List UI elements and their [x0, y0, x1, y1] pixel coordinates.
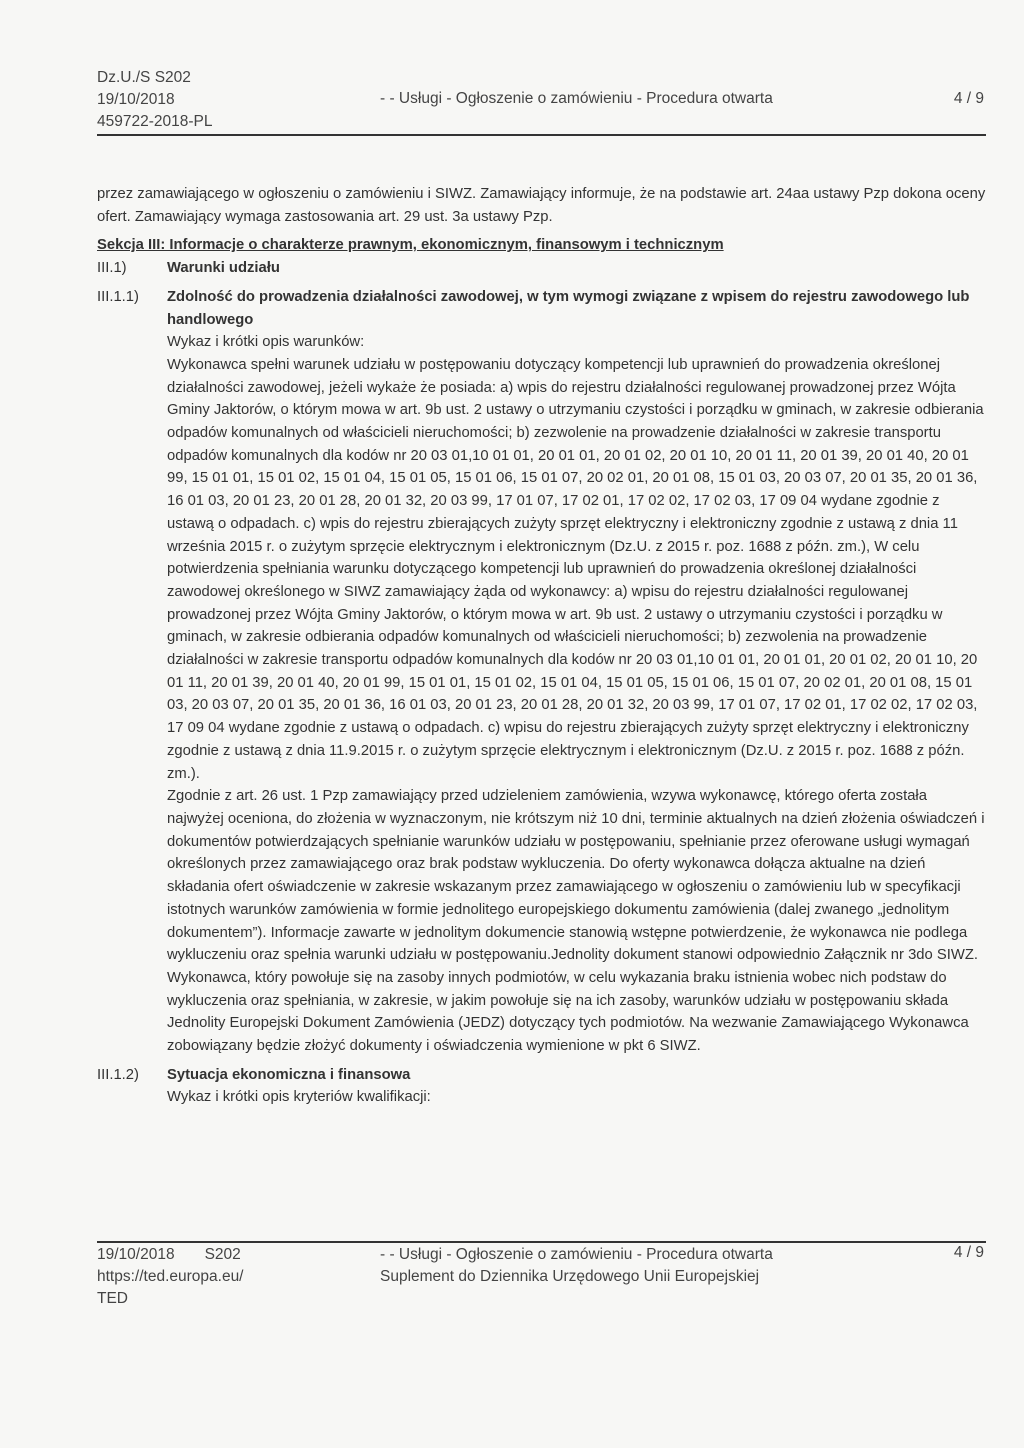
document-body — [97, 183, 986, 1109]
subsection-iii-1-2 — [97, 1064, 986, 1109]
subsection-title: Zdolność do prowadzenia działalności zawodowej, w tym wymogi związane z wpisem do rejestru zawodowego lub handlowego — [167, 288, 970, 328]
header-title: - - Usługi - Ogłoszenie o zamówieniu - Procedura otwarta — [380, 90, 773, 107]
header-meta — [97, 67, 213, 133]
header-date: 19/10/2018 — [97, 91, 175, 108]
subsection-title: Sytuacja ekonomiczna i finansowa — [167, 1066, 411, 1083]
subsection-title: Warunki udziału — [167, 260, 280, 277]
footer-titles — [380, 1244, 773, 1288]
header-divider — [97, 134, 986, 136]
footer-subtitle: Suplement do Dziennika Urzędowego Unii Europejskiej — [380, 1268, 760, 1285]
subsection-number: III.1.2) — [97, 1066, 139, 1083]
subsection-iii-1-1 — [97, 286, 986, 1058]
footer-url: https://ted.europa.eu/ — [97, 1268, 244, 1285]
footer-ted: TED — [97, 1290, 128, 1307]
footer-date: 19/10/2018 — [97, 1246, 175, 1263]
footer-divider — [97, 1241, 986, 1243]
footer-page-number: 4 / 9 — [953, 1244, 984, 1261]
criteria-label: Wykaz i krótki opis kryteriów kwalifikacji: — [167, 1089, 431, 1106]
subsection-number: III.1) — [97, 260, 127, 277]
intro-paragraph: przez zamawiającego w ogłoszeniu o zamówieniu i SIWZ. Zamawiający informuje, że na podstawie art. 24aa ustawy Pzp dokona oceny ofert. Zamawiający wymaga zastosowania art. 29 ust. 3a ustawy Pzp. — [97, 186, 986, 225]
footer-meta — [97, 1244, 244, 1310]
notice-id: 459722-2018-PL — [97, 113, 213, 130]
footer-title: - - Usługi - Ogłoszenie o zamówieniu - Procedura otwarta — [380, 1246, 773, 1263]
header-page-number: 4 / 9 — [953, 90, 984, 107]
conditions-paragraph: Wykonawca spełni warunek udziału w postępowaniu dotyczący kompetencji lub uprawnień do prowadzenia określonej działalności zawodowej, jeżeli wykaże że posiada: a) wpis do rejestru działalności regulowanej prowadzonej przez Wójta Gminy Jaktorów, o którym mowa w art. 9b ust. 2 ustawy o utrzymaniu czystości i porządku w gminach, w zakresie odbierania odpadów komunalnych od właścicieli nieruchomości; b) zezwolenie na prowadzenie działalności w zakresie transportu odpadów komunalnych dla kodów nr 20 03 01,10 01 01, 20 01 01, 20 01 02, 20 01 10, 20 01 11, 20 01 39, 20 01 40, 20 01 99, 15 01 01, 15 01 02, 15 01 04, 15 01 05, 15 01 06, 15 01 07, 20 02 01, 20 01 08, 15 01 03, 20 03 07, 20 01 35, 20 01 36, 16 01 03, 20 01 23, 20 01 28, 20 01 32, 20 03 99, 17 01 07, 17 02 01, 17 02 02, 17 02 03, 17 09 04 wydane zgodnie z ustawą o odpadach. c) wpis do rejestru zbierających zużyty sprzęt elektryczny i elektroniczny zgodnie z ustawą z dnia 11 września 2015 r. o zużytym sprzęcie elektrycznym i elektronicznym (Dz.U. z 2015 r. poz. 1688 z późn. zm.), W celu potwierdzenia spełniania warunku dotyczącego kompetencji lub uprawnień do prowadzenia określonej działalności zawodowej określonego w SIWZ zamawiający żąda od wykonawcy: a) wpisu do rejestru działalności regulowanej prowadzonej przez Wójta Gminy Jaktorów, o którym mowa w art. 9b ust. 2 ustawy o utrzymaniu czystości i porządku w gminach, w zakresie odbierania odpadów komunalnych od właścicieli nieruchomości; b) zezwolenia na prowadzenie działalności w zakresie transportu odpadów komunalnych dla kodów nr 20 03 01,10 01 01, 20 01 01, 20 01 02, 20 01 10, 20 01 11, 20 01 39, 20 01 40, 20 01 99, 15 01 01, 15 01 02, 15 01 04, 15 01 05, 15 01 06, 15 01 07, 20 02 01, 20 01 08, 15 01 03, 20 03 07, 20 01 35, 20 01 36, 16 01 03, 20 01 23, 20 01 28, 20 01 32, 20 03 99, 17 01 07, 17 02 01, 17 02 02, 17 02 03, 17 09 04 wydane zgodnie z ustawą o odpadach. c) wpisu do rejestru zbierających zużyty sprzęt elektryczny i elektroniczny zgodnie z ustawą z dnia 11.9.2015 r. o zużytym sprzęcie elektrycznym i elektronicznym (Dz.U. z 2015 r. poz. 1688 z późn. zm.). — [167, 356, 984, 782]
requirements-paragraph: Zgodnie z art. 26 ust. 1 Pzp zamawiający przed udzieleniem zamówienia, wzywa wykonawcę, którego oferta została najwyżej oceniona, do złożenia w wyznaczonym, nie krótszym niż 10 dni, terminie aktualnych na dzień złożenia oświadczeń i dokumentów potwierdzających spełnianie warunków udziału w postępowaniu, spełnianie przez oferowane usługi wymagań określonych przez zamawiającego oraz brak podstaw wykluczenia. Do oferty wykonawca dołącza aktualne na dzień składania ofert oświadczenie w zakresie wskazanym przez zamawiającego w ogłoszeniu o zamówieniu lub w specyfikacji istotnych warunków zamówienia w formie jednolitego europejskiego dokumentu zamówienia (dalej zwanego „jednolitym dokumentem”). Informacje zawarte w jednolitym dokumencie stanowią wstępne potwierdzenie, że wykonawca nie podlega wykluczeniu oraz spełnia warunki udziału w postępowaniu.Jednolity dokument stanowi odpowiednio Załącznik nr 3do SIWZ. Wykonawca, który powołuje się na zasoby innych podmiotów, w celu wykazania braku istnienia wobec nich podstaw do wykluczenia oraz spełniania, w zakresie, w jakim powołuje się na ich zasoby, warunków udziału w postępowaniu składa Jednolity Europejski Dokument Zamówienia (JEDZ) dotyczący tych podmiotów. Na wezwanie Zamawiającego Wykonawca zobowiązany będzie złożyć dokumenty i oświadczenia wymienione w pkt 6 SIWZ. — [167, 788, 985, 1055]
section-title: Sekcja III: Informacje o charakterze prawnym, ekonomicznym, finansowym i technicznym — [97, 237, 724, 254]
doc-ref: Dz.U./S S202 — [97, 69, 191, 86]
footer-code: S202 — [204, 1246, 241, 1263]
subsection-iii-1 — [97, 257, 986, 280]
conditions-label: Wykaz i krótki opis warunków: — [167, 334, 365, 351]
subsection-number: III.1.1) — [97, 288, 139, 305]
